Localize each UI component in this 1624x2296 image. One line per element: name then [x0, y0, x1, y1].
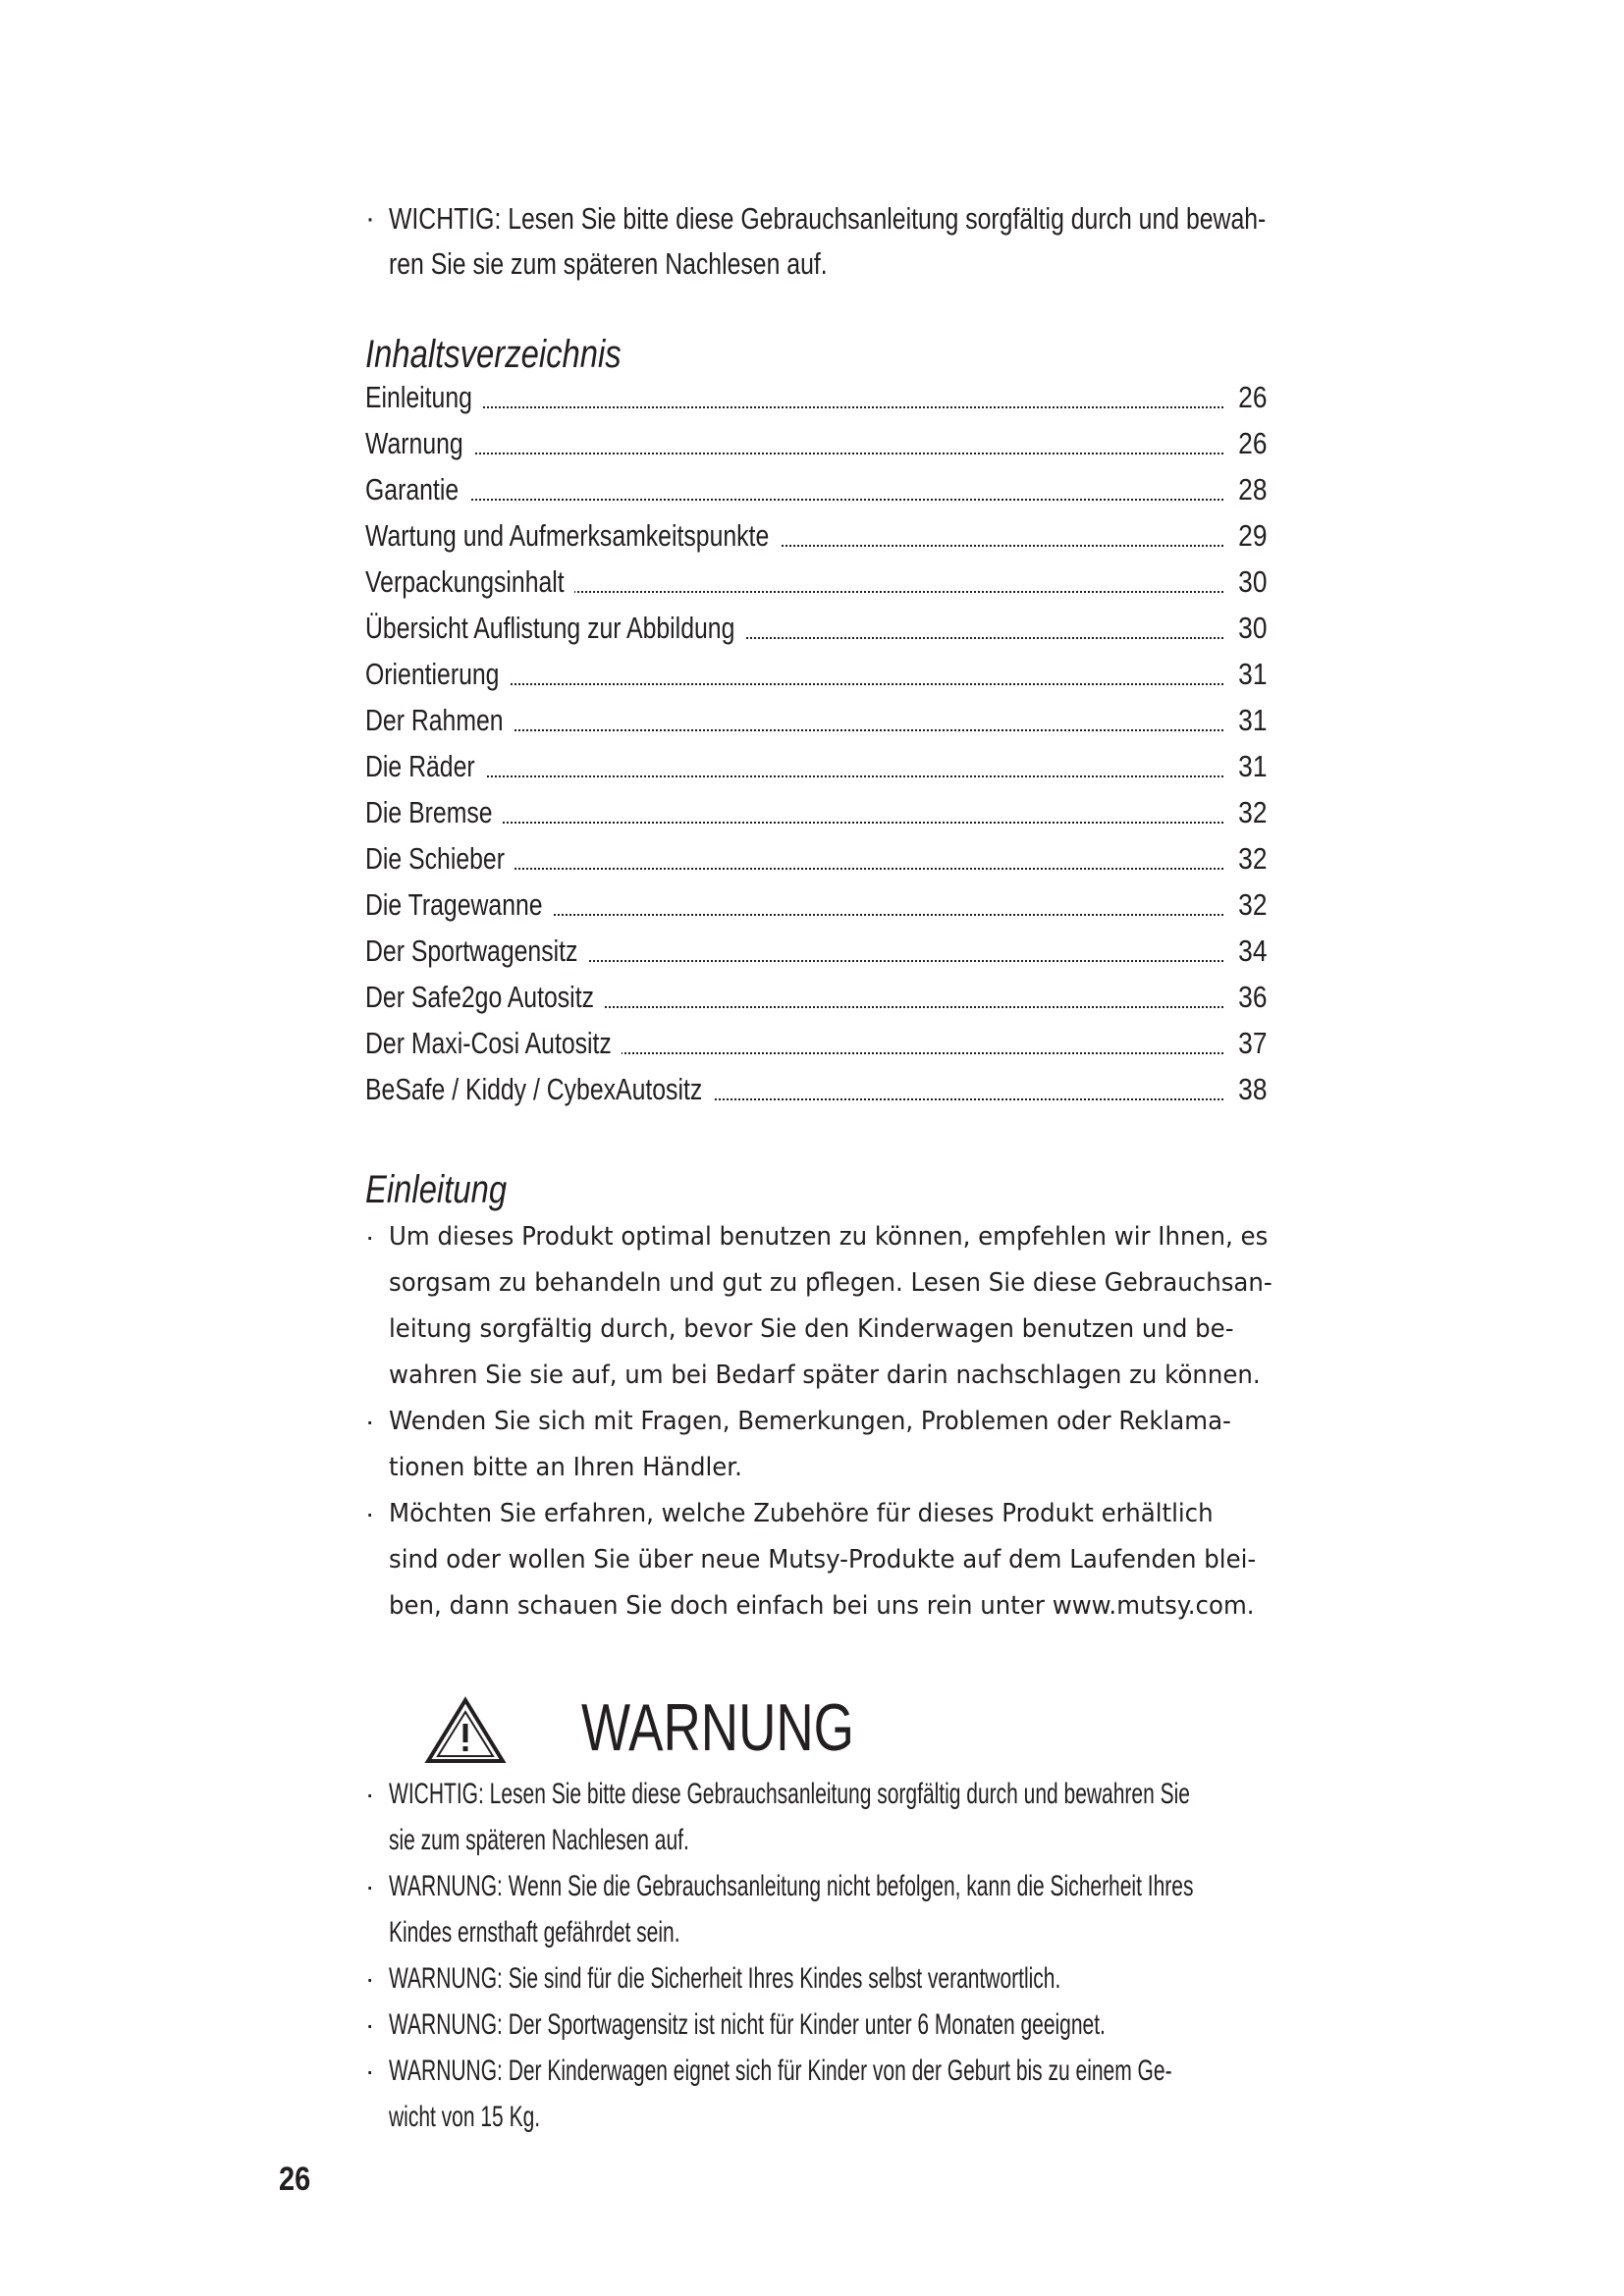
toc-entry-title	[365, 978, 604, 1017]
toc-entry-title	[365, 655, 510, 694]
toc-entry-page-number: 32	[1237, 887, 1267, 922]
toc-entry	[365, 378, 1267, 417]
toc-entry-title	[365, 932, 588, 971]
toc-entry-title-text: Garantie	[365, 472, 460, 507]
toc-entry	[365, 609, 1267, 648]
toc-entry	[365, 885, 1267, 925]
toc-entry-title-text: BeSafe / Kiddy / CybexAutositz	[365, 1072, 703, 1106]
toc-entry-title	[365, 609, 745, 648]
toc-entry-page-number: 29	[1237, 518, 1267, 553]
toc-entry-page	[1227, 885, 1267, 925]
toc-entry-title-text: Der Maxi-Cosi Autositz	[365, 1026, 612, 1060]
warnung-line: Kindes ernsthaft gefährdet sein.	[389, 1916, 680, 1949]
toc-entry	[365, 932, 1267, 971]
toc-entry-page	[1227, 562, 1267, 602]
toc-entry-page-number: 26	[1237, 380, 1267, 414]
warnung-line: WARNUNG: Wenn Sie die Gebrauchsanleitung nicht befolgen, kann die Sicherheit Ihres	[389, 1870, 1194, 1902]
toc-entry-title	[365, 1070, 713, 1109]
toc-entry-page-number: 28	[1237, 472, 1267, 507]
toc-entry-title	[365, 562, 574, 602]
intro-note-line-1: WICHTIG: Lesen Sie bitte diese Gebrauchsanleitung sorgfältig durch und bewah-	[389, 201, 1267, 236]
einleitung-line: Wenden Sie sich mit Fragen, Bemerkungen, Problemen oder Reklama-	[389, 1407, 1231, 1436]
toc-entry-title-text: Die Bremse	[365, 795, 493, 829]
intro-note-line-2: ren Sie sie zum späteren Nachlesen auf.	[389, 246, 828, 281]
toc-entry-title	[365, 1024, 622, 1063]
toc-entry-title	[365, 424, 473, 463]
toc-entry-page-number: 31	[1237, 657, 1267, 691]
bullet: ·	[365, 1406, 375, 1436]
bullet: ·	[365, 1871, 375, 1901]
toc-entry	[365, 516, 1267, 556]
toc-entry-title	[365, 839, 514, 879]
toc-entry	[365, 747, 1267, 786]
toc-entry	[365, 655, 1267, 694]
toc-entry-page	[1227, 932, 1267, 971]
toc-entry-page	[1227, 747, 1267, 786]
toc-entry	[365, 1024, 1267, 1063]
toc-entry-title	[365, 516, 780, 556]
toc-entry-title-text: Die Tragewanne	[365, 887, 543, 922]
warnung-line: WARNUNG: Sie sind für die Sicherheit Ihres Kindes selbst verantwortlich.	[389, 1962, 1061, 1995]
warnung-title: WARNUNG	[581, 1690, 854, 1765]
bullet: ·	[365, 202, 375, 235]
toc-entry-page-number: 30	[1237, 564, 1267, 599]
bullet: ·	[365, 1963, 375, 1994]
toc-leader-dots	[365, 499, 1223, 501]
warnung-line: WARNUNG: Der Kinderwagen eignet sich für Kinder von der Geburt bis zu einem Ge-	[389, 2055, 1172, 2087]
toc-entry-page-number: 32	[1237, 795, 1267, 829]
toc-entry-title-text: Verpackungsinhalt	[365, 564, 565, 599]
toc-entry-page	[1227, 470, 1267, 509]
bullet: ·	[365, 2009, 375, 2040]
toc-entry-title-text: Die Schieber	[365, 841, 505, 876]
toc-entry-title-text: Übersicht Auflistung zur Abbildung	[365, 611, 735, 645]
toc-entry	[365, 562, 1267, 602]
toc-entry-page	[1227, 793, 1267, 832]
toc-entry-title-text: Der Safe2go Autositz	[365, 980, 594, 1014]
toc-entry-page-number: 37	[1237, 1026, 1267, 1060]
einleitung-line: Möchten Sie erfahren, welche Zubehöre für dieses Produkt erhältlich	[389, 1499, 1214, 1528]
toc-entry-title-text: Warnung	[365, 426, 463, 460]
toc-entry-page	[1227, 609, 1267, 648]
toc-entry	[365, 470, 1267, 509]
warnung-line: WICHTIG: Lesen Sie bitte diese Gebrauchsanleitung sorgfältig durch und bewahren Sie	[389, 1778, 1190, 1810]
toc-entry-page-number: 31	[1237, 749, 1267, 783]
toc-entry-title-text: Der Sportwagensitz	[365, 934, 578, 968]
toc-entry-title	[365, 885, 553, 925]
einleitung-line: sind oder wollen Sie über neue Mutsy-Produkte auf dem Laufenden blei-	[389, 1545, 1257, 1575]
toc-entry-title	[365, 470, 469, 509]
toc-entry-title-text: Die Räder	[365, 749, 475, 783]
toc-entry-page-number: 31	[1237, 703, 1267, 737]
einleitung-line: wahren Sie sie auf, um bei Bedarf später darin nachschlagen zu können.	[389, 1361, 1261, 1390]
toc-entry-title-text: Einleitung	[365, 380, 472, 414]
toc-entry-page-number: 38	[1237, 1072, 1267, 1106]
bullet: ·	[365, 2056, 375, 2086]
toc-entry-title	[365, 701, 514, 740]
toc-entry	[365, 424, 1267, 463]
toc-entry-title	[365, 793, 503, 832]
toc-leader-dots	[365, 453, 1223, 454]
warnung-line: WARNUNG: Der Sportwagensitz ist nicht für Kinder unter 6 Monaten geeignet.	[389, 2008, 1106, 2041]
toc-entry-page	[1227, 978, 1267, 1017]
toc-entry-page-number: 30	[1237, 611, 1267, 645]
toc-entry	[365, 839, 1267, 879]
toc-entry-title	[365, 747, 485, 786]
toc-entry-page	[1227, 701, 1267, 740]
einleitung-line: ben, dann schauen Sie doch einfach bei uns rein unter www.mutsy.com.	[389, 1591, 1255, 1621]
einleitung-line: Um dieses Produkt optimal benutzen zu können, empfehlen wir Ihnen, es	[389, 1222, 1269, 1252]
page-number: 26	[279, 2161, 311, 2198]
einleitung-line: sorgsam zu behandeln und gut zu pflegen. Lesen Sie diese Gebrauchsan-	[389, 1268, 1272, 1298]
bullet: ·	[365, 1221, 375, 1252]
toc-leader-dots	[365, 406, 1223, 408]
bullet: ·	[365, 1498, 375, 1528]
warnung-line: sie zum späteren Nachlesen auf.	[389, 1824, 689, 1856]
einleitung-heading: Einleitung	[365, 1168, 508, 1211]
warnung-line: wicht von 15 Kg.	[389, 2101, 541, 2133]
toc-entry-page	[1227, 424, 1267, 463]
toc-entry-title	[365, 378, 482, 417]
toc-entry	[365, 978, 1267, 1017]
toc-entry-title-text: Wartung und Aufmerksamkeitspunkte	[365, 518, 770, 553]
toc-entry	[365, 701, 1267, 740]
toc-entry-page-number: 34	[1237, 934, 1267, 968]
toc-entry-title-text: Orientierung	[365, 657, 500, 691]
toc-heading: Inhaltsverzeichnis	[365, 333, 622, 376]
toc-entry-page	[1227, 655, 1267, 694]
einleitung-line: leitung sorgfältig durch, bevor Sie den Kinderwagen benutzen und be-	[389, 1314, 1234, 1344]
toc-entry	[365, 793, 1267, 832]
warning-triangle-icon	[424, 1696, 507, 1765]
toc-entry-page-number: 26	[1237, 426, 1267, 460]
toc-entry-page	[1227, 378, 1267, 417]
toc-entry-page	[1227, 839, 1267, 879]
toc-entry-page	[1227, 516, 1267, 556]
toc-leader-dots	[365, 775, 1223, 777]
toc-entry-page	[1227, 1070, 1267, 1109]
toc-entry-page	[1227, 1024, 1267, 1063]
toc-entry-title-text: Der Rahmen	[365, 703, 504, 737]
toc-entry-page-number: 36	[1237, 980, 1267, 1014]
bullet: ·	[365, 1779, 375, 1809]
toc-entry	[365, 1070, 1267, 1109]
einleitung-line: tionen bitte an Ihren Händler.	[389, 1453, 742, 1482]
toc-entry-page-number: 32	[1237, 841, 1267, 876]
